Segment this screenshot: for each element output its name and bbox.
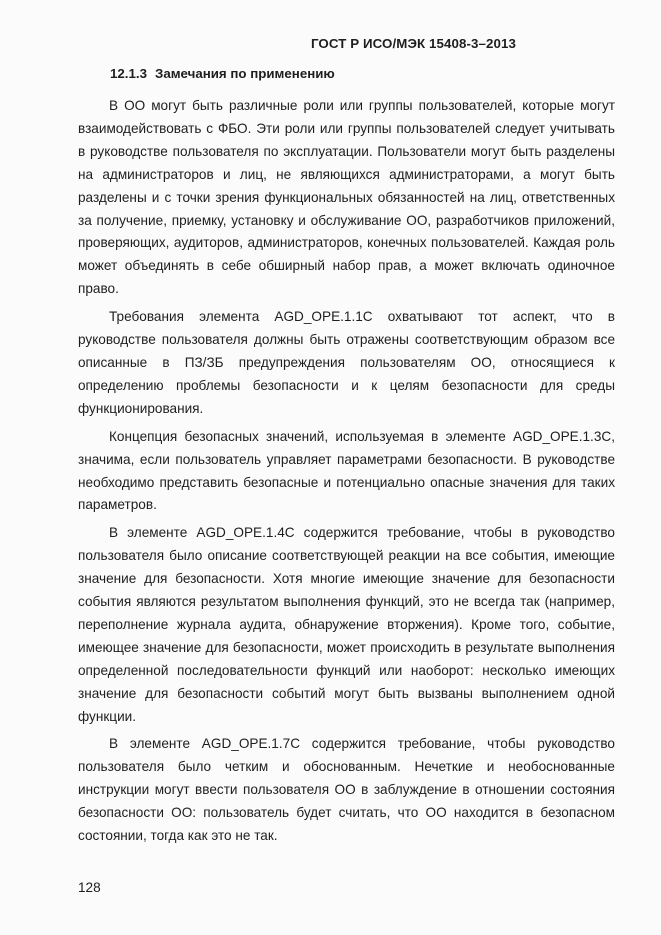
paragraph: В ОО могут быть различные роли или группы пользователей, которые могут взаимодействовать с ФБО. Эти роли или группы пользователей следует учитывать в руководстве пользователя по эксплуатации. Пользователи могут быть разделены на администраторов и лиц, не являющихся администраторами, а могут быть разделены и с точки зрения функциональных обязанностей на лиц, ответственных за получение, приемку, установку и обслуживание ОО, разработчиков приложений, проверяющих, аудиторов, администраторов, конечных пользователей. Каждая роль может объединять в себе обширный набор прав, а может включать одиночное право. xyxy=(78,98,615,297)
section-number: 12.1.3 xyxy=(110,66,147,81)
document-header: ГОСТ Р ИСО/МЭК 15408-3–2013 xyxy=(310,36,516,51)
paragraph: Концепция безопасных значений, используемая в элементе AGD_OPE.1.3C, значима, если пользователь управляет параметрами безопасности. В руководстве необходимо представить безопасные и потенциально опасные значения для таких параметров. xyxy=(78,428,615,513)
paragraph: В элементе AGD_OPE.1.7C содержится требование, чтобы руководство пользователя было четким и обоснованным. Нечеткие и необоснованные инструкции могут ввести пользователя ОО в заблуждение в отношении состояния безопасности ОО: пользователь будет считать, что ОО находится в безопасном состоянии, тогда как это не так. xyxy=(78,736,615,844)
paragraph: Требования элемента AGD_OPE.1.1C охватывают тот аспект, что в руководстве пользователя должны быть отражены соответствующим образом все описанные в ПЗ/ЗБ предупреждения пользователям ОО, относящиеся к определению проблемы безопасности и к целям безопасности для среды функционирования. xyxy=(78,309,615,416)
section-title: Замечания по применению xyxy=(154,66,335,81)
paragraph: В элементе AGD_OPE.1.4C содержится требование, чтобы в руководство пользователя было описание соответствующей реакции на все события, имеющие значение для безопасности. Хотя многие имеющие значение для безопасности события являются результатом выполнения функций, это не всегда так (например, переполнение журнала аудита, обнаружение вторжения). Кроме того, событие, имеющее значение для безопасности, может происходить в результате выполнения определенной последовательности функций или наоборот: несколько имеющих значение для безопасности событий могут быть вызваны выполнением одной функции. xyxy=(78,525,615,724)
page-number: 128 xyxy=(78,880,101,895)
body-text xyxy=(78,95,615,853)
section-heading xyxy=(110,66,335,81)
